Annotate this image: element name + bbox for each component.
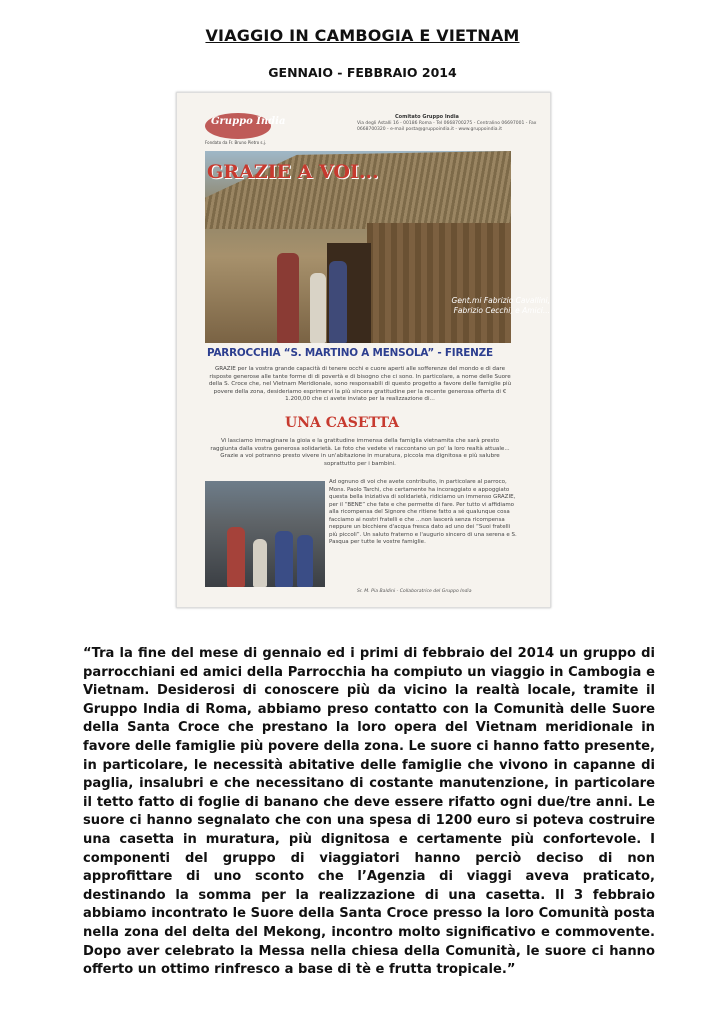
person-figure [277,253,299,343]
person-figure [310,273,326,343]
page-subtitle: GENNAIO - FEBBRAIO 2014 [268,65,457,80]
flyer-headline: GRAZIE A VOI... [207,161,379,183]
logo-subtext: Fondato da Fr. Bruno Pietro s.j. [205,140,267,145]
flyer-intro-text: GRAZIE per la vostra grande capacità di tenere occhi e cuore aperti alle sofferenze del mondo e di dare risposte generose alle tante forme di di povertà e di bisogno che ci sono. In particolare, a nome delle Suore della S. Croce che, nel Vietnam Meridionale, sono responsabili di questo progetto a favore delle famiglie più povere della zona, desideriamo esprimervi la più sincera gratitudine per la recente generosa offerta di € 1.200,00 che ci avete inviato per la realizzazione di... [208,366,512,403]
contact-heading: Comitato Gruppo India [395,114,459,120]
flyer-section-text: Vi lasciamo immaginare la gioia e la gratitudine immensa della famiglia vietnamita che sarà presto raggiunta dalla vostra generosa solidarietà. Le foto che vedete vi raccontano un po' la loro realtà attuale... Grazie a voi potranno presto vivere in un'abitazione in muratura, piccola ma dignitosa e più salubre soprattutto per i bambini. [210,438,510,467]
logo-text: Gruppo India [211,116,286,127]
flyer-closing-text: Ad ognuno di voi che avete contribuito, in particolare al parroco, Mons. Paolo Tarchi, che certamente ha incoraggiato e appoggiato questa bella iniziativa di solidarietà, ridiciamo un immenso GRAZIE, per il “BENE” che fate e che permette di fare. Per tutto vi affidiamo alla ricompensa del Signore che ritiene fatto a sé qualunque cosa facciamo ai nostri fratelli e che ...non lascerà senza ricompensa neppure un bicchiere d'acqua fresca dato ad uno dei “Suoi fratelli più piccoli”. Un saluto fraterno e l'augurio sincero di una serena e S. Pasqua per tutte le vostre famiglie. [329,479,517,545]
photo-caption: Gent.mi Fabrizio Cavallini, Fabrizio Cecchi, e Amici... [451,296,550,315]
wooden-wall [367,223,511,343]
scanned-flyer-image [176,92,551,608]
contact-info: Via degli Astalli 16 - 00186 Roma - Tel 0668700275 - Centralino 06697001 - Fax 0668700320 - e-mail posta@gruppoindia.it - www.gruppoindia.it [357,121,537,132]
page-title: VIAGGIO IN CAMBOGIA E VIETNAM [205,26,520,45]
flyer-signature: Sr. M. Pia Baldini - Collaboratrice del Gruppo India [357,589,472,594]
person-figure [275,531,293,587]
body-paragraph: “Tra la fine del mese di gennaio ed i primi di febbraio del 2014 un gruppo di parrocchiani ed amici della Parrocchia ha compiuto un viaggio in Cambogia e Vietnam. Desiderosi di conoscere più da vicino la realtà locale, tramite il Gruppo India di Roma, abbiamo preso contatto con la Comunità delle Suore della Santa Croce che prestano la loro opera del Vietnam meridionale in favore delle famiglie più povere della zona. Le suore ci hanno fatto presente, in particolare, le necessità abitative delle famiglie che vivono in capanne di paglia, insalubri e che necessitano di costante manutenzione, in particolare il tetto fatto di foglie di banano che deve essere rifatto ogni due/tre anni. Le suore ci hanno segnalato che con una spesa di 1200 euro si poteva costruire una casetta in muratura, più dignitosa e certamente più confortevole. I componenti del gruppo di viaggiatori hanno perciò deciso di non approfittare di uno sconto che l’Agenzia di viaggi aveva praticato, destinando la somma per la realizzazione di una casetta. Il 3 febbraio abbiamo incontrato le Suore della Santa Croce presso la loro Comunità posta nella zona del delta del Mekong, incontro molto significativo e commovente. Dopo aver celebrato la Messa nella chiesa della Comunità, le suore ci hanno offerto un ottimo rinfresco a base di tè e frutta tropicale.” [83,646,655,978]
person-figure [329,261,347,343]
flyer-section-title: UNA CASETTA [285,415,399,431]
family-photo [205,481,325,587]
parish-heading: PARROCCHIA “S. MARTINO A MENSOLA” - FIRENZE [207,347,493,359]
person-figure [297,535,313,587]
person-figure [253,539,267,587]
person-figure [227,527,245,587]
